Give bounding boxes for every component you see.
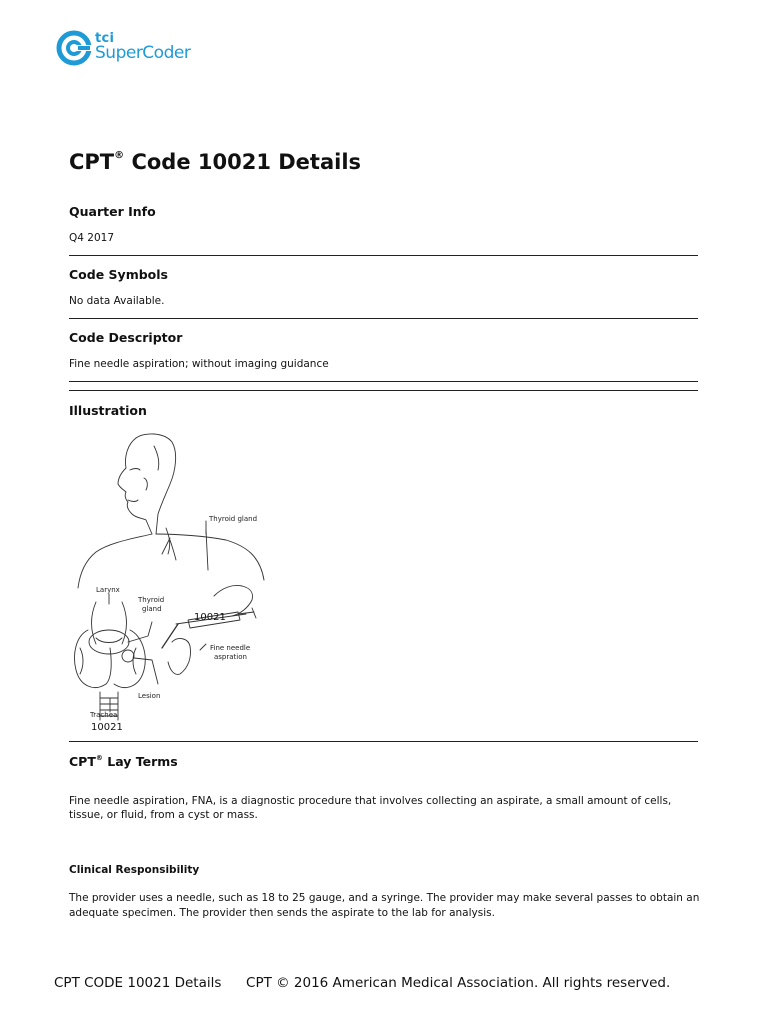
label-trachea: Trachea (90, 711, 118, 719)
page-title (69, 150, 361, 174)
footer-copyright: CPT © 2016 American Medical Association. All rights reserved. (246, 975, 671, 991)
label-thyroid: Thyroid (138, 596, 165, 604)
logo-prefix: tci (95, 31, 115, 46)
label-code-needle: 10021 (194, 612, 226, 623)
footer-left: CPT CODE 10021 Details (54, 975, 222, 991)
clinical-responsibility-heading: Clinical Responsibility (69, 864, 200, 876)
code-descriptor-value: Fine needle aspiration; without imaging guidance (69, 358, 329, 370)
supercoder-logo-icon (56, 30, 92, 66)
label-thyroid-gland: Thyroid gland (209, 515, 258, 523)
title-registered-mark: ® (114, 150, 125, 161)
lay-terms-rest: Lay Terms (102, 754, 178, 769)
divider (69, 390, 698, 391)
title-prefix: CPT (69, 150, 115, 174)
label-gland: gland (142, 605, 162, 613)
clinical-line-1: The provider uses a needle, such as 18 to 25 gauge, and a syringe. The provider may make several passes to obtain an (69, 892, 700, 904)
code-symbols-heading: Code Symbols (69, 267, 168, 282)
label-larynx: Larynx (96, 586, 120, 594)
label-lesion: Lesion (138, 692, 161, 700)
fna-illustration-drawing (66, 430, 276, 735)
lay-terms-line-2: tissue, or fluid, from a cyst or mass. (69, 809, 258, 821)
divider (69, 381, 698, 382)
code-symbols-value: No data Available. (69, 295, 165, 307)
code-descriptor-heading: Code Descriptor (69, 330, 183, 345)
lay-terms-prefix: CPT (69, 754, 96, 769)
label-aspration: aspration (214, 653, 247, 661)
title-rest: Code 10021 Details (124, 150, 362, 174)
label-code-bottom: 10021 (91, 722, 123, 733)
divider (69, 318, 698, 319)
lay-terms-line-1: Fine needle aspiration, FNA, is a diagnostic procedure that involves collecting an aspirate, a small amount of cells, (69, 795, 672, 807)
supercoder-logo (56, 28, 206, 68)
quarter-info-heading: Quarter Info (69, 204, 156, 219)
lay-terms-registered-mark: ® (95, 754, 103, 762)
page-footer (54, 975, 670, 991)
divider (69, 255, 698, 256)
fna-illustration (66, 430, 276, 735)
label-fine-needle: Fine needle (210, 644, 251, 652)
clinical-line-2: adequate specimen. The provider then sends the aspirate to the lab for analysis. (69, 907, 495, 919)
illustration-heading: Illustration (69, 403, 147, 418)
logo-name: SuperCoder (95, 43, 191, 63)
lay-terms-heading (69, 754, 178, 769)
divider (69, 741, 698, 742)
quarter-info-value: Q4 2017 (69, 232, 115, 244)
